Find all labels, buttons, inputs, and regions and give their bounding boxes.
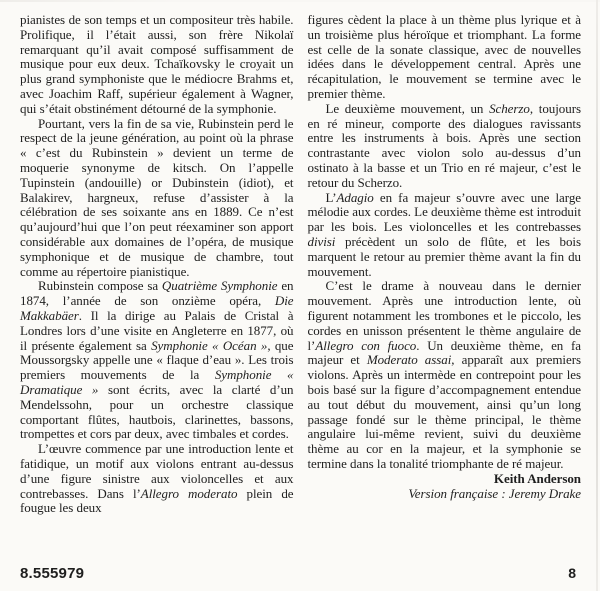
body-paragraph: L’Adagio en fa majeur s’ouvre avec une large mélodie aux cordes. Le deuxième thème est introduit par les bois. Les violoncelles et les contrebasses divisi précèdent un solo de flûte, et les bois marquent le retour au premier thème avant la fin du mouvement. [307, 189, 581, 279]
body-paragraph: figures cèdent la place à un thème plus lyrique et à un troisième plus héroïque et triomphant. La forme est celle de la sonate classique, avec de nouvelles idées dans le développement central. Après une récapitulation, le mouvement se termine avec le premier thème. [307, 12, 581, 101]
scan-top-edge [0, 0, 600, 2]
body-paragraph: Pourtant, vers la fin de sa vie, Rubinstein perd le respect de la jeune génération, au point où la phrase « c’est du Rubinstein » devient un terme de moquerie synonyme de kitsch. On l’appelle Tupinstein (andouille) or Dubinstein (idiot), et Balakirev, hargneux, refuse d’assister à la célébration de ses soixante ans en 1889. Ce n’est qu’aujourd’hui que l’on peut réexaminer son apport considérable aux domaines de l’opéra, de musique symphonique et de musique de chambre, tout comme au répertoire pianistique. [20, 115, 294, 279]
page-footer [20, 565, 581, 582]
page-number: 8 [568, 565, 576, 581]
translator-credit: Version française : Jeremy Drake [408, 485, 581, 501]
body-paragraph: Rubinstein compose sa Quatrième Symphonie en 1874, l’année de son onzième opéra, Die Makkabäer. Il la dirige au Palais de Cristal à Londres lors d’une visite en Angleterre en 1877, où il présente également sa Symphonie « Océan », que Moussorgsky appelle une « flaque d’eau ». Les trois premiers mouvements de la Symphonie « Dramatique » sont écrits, avec la clarté d’un Mendelssohn, pour un orchestre classique comportant flûtes, hautbois, clarinettes, bassons, trompettes et cors par deux, avec timbales et cordes. [20, 278, 294, 442]
body-paragraph: Le deuxième mouvement, un Scherzo, toujours en ré mineur, comporte des dialogues ravissants entre les instruments à bois. Après une section contrastante avec violon solo au-dessus d’un ostinato à la basse et un Trio en ré majeur, c’est le retour du Scherzo. [307, 100, 581, 190]
body-paragraph: L’œuvre commence par une introduction lente et fatidique, un motif aux violons entrant au-dessus d’une figure sinistre aux violoncelles et aux contrebasses. Dans l’Allegro moderato plein de fougue les deux [20, 441, 294, 516]
body-paragraph: pianistes de son temps et un compositeur très habile. Prolifique, il l’était aussi, son frère Nikolaï remarquant qu’il avait composé suffisamment de musique pour eux deux. Tchaïkovsky le croyait un plus grand symphoniste que le médiocre Brahms et, avec Joachim Raff, supérieur également à Wagner, qui s’était obstinément détourné de la symphonie. [20, 12, 294, 116]
body-paragraph: C’est le drame à nouveau dans le dernier mouvement. Après une introduction lente, où figurent notamment les trombones et le piccolo, les cordes en unisson présentent le thème angulaire de l’Allegro con fuoco. Un deuxième thème, en fa majeur et Moderato assai, apparaît aux premiers violons. Après un intermède en contrepoint pour les bois basé sur la figure d’accompagnement entendue au tout début du mouvement, ainsi qu’un long passage fondé sur le thème principal, le thème angulaire lui-même revient, suivi du deuxième thème au cor en la majeur, et la symphonie se termine dans la tonalité triomphante de ré majeur. [307, 278, 581, 471]
author-credit: Keith Anderson [493, 470, 581, 486]
right-column [308, 13, 582, 516]
catalog-number: 8.555979 [20, 565, 85, 582]
scan-right-edge [596, 0, 598, 591]
left-column [20, 13, 294, 516]
